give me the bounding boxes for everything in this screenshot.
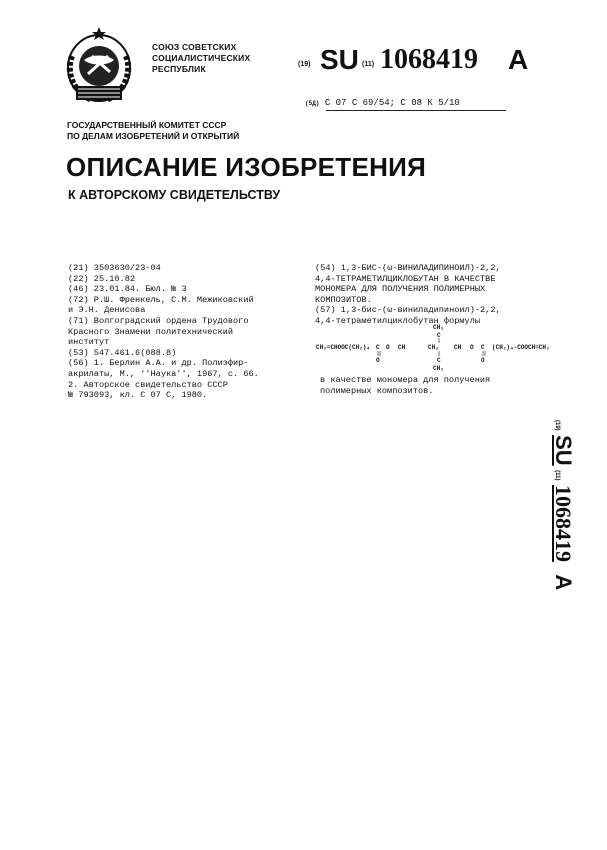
biblio-line: (46) 23.01.84. Бюл. № 3 bbox=[68, 284, 187, 295]
biblio-line: (56) 1. Берлин А.А. и др. Полиэфир- bbox=[68, 358, 249, 369]
ussr-emblem-icon bbox=[62, 26, 136, 106]
formula-ch3-top: CH₃ bbox=[433, 324, 444, 331]
ipc-classification bbox=[305, 98, 460, 108]
formula-c-bottom: C bbox=[437, 357, 441, 364]
biblio-line: и Э.Н. Денисова bbox=[68, 305, 146, 316]
formula-o2: O bbox=[470, 344, 474, 351]
formula-ch1: CH bbox=[398, 344, 406, 351]
formula-c-top: C bbox=[437, 332, 441, 339]
claim-line: КОМПОЗИТОВ. bbox=[315, 294, 372, 305]
claim-line: 4,4-ТЕТРАМЕТИЛЦИКЛОБУТАН В КАЧЕСТВЕ bbox=[315, 273, 496, 284]
formula-o1: O bbox=[386, 344, 390, 351]
country-code: SU bbox=[320, 44, 359, 75]
ipc-code: (5Д) bbox=[305, 100, 320, 107]
union-line-1: СОЮЗ СОВЕТСКИХ bbox=[152, 42, 237, 52]
formula-c1: C bbox=[376, 344, 380, 351]
biblio-line: (21) 3503630/23-04 bbox=[68, 263, 161, 273]
claim-line: полимерных композитов. bbox=[320, 385, 434, 396]
biblio-line: институт bbox=[68, 337, 110, 348]
biblio-line: Красного Знамени политехнический bbox=[68, 326, 234, 337]
union-name bbox=[152, 42, 250, 75]
formula-c2: C bbox=[481, 344, 485, 351]
biblio-line: акрилаты, М., ''Наука'', 1967, с. 66. bbox=[68, 368, 259, 379]
union-line-2: СОЦИАЛИСТИЧЕСКИХ bbox=[152, 53, 251, 63]
formula-ch2-ring: CH₂ bbox=[428, 344, 439, 351]
bibliographic-data bbox=[68, 263, 298, 401]
formula-left-group: CH₂=CHOOC(CH₂)₄ bbox=[316, 344, 371, 351]
formula-right-group: (CH₂)₄-COOCH=CH₂ bbox=[492, 344, 550, 351]
committee bbox=[67, 120, 239, 142]
biblio-line: (72) Р.Ш. Френкель, С.М. Межиковский bbox=[68, 294, 254, 305]
union-line-3: РЕСПУБЛИК bbox=[152, 64, 206, 74]
code-11: (11) bbox=[362, 61, 375, 68]
biblio-line: (22) 25.10.82 bbox=[68, 273, 136, 284]
invention-claim bbox=[315, 263, 555, 327]
claim-line: МОНОМЕРА ДЛЯ ПОЛУЧЕНИЯ ПОЛИМЕРНЫХ bbox=[315, 284, 486, 295]
document-subtitle: К АВТОРСКОМУ СВИДЕТЕЛЬСТВУ bbox=[68, 188, 281, 202]
chemical-formula bbox=[316, 323, 556, 371]
ipc-underline bbox=[326, 110, 506, 111]
formula-o-under-2: O bbox=[481, 357, 485, 364]
biblio-line: 2. Авторское свидетельство СССР bbox=[68, 379, 228, 390]
biblio-line: № 793093, кл. С 07 С, 1980. bbox=[68, 390, 208, 401]
claim-line: 4,4-тетраметилциклобутан формулы bbox=[315, 315, 481, 326]
vertical-code-19: (19) bbox=[554, 420, 560, 431]
committee-line-1: ГОСУДАРСТВЕННЫЙ КОМИТЕТ СССР bbox=[67, 120, 227, 130]
biblio-line: (71) Волгоградский ордена Трудового bbox=[68, 315, 249, 326]
claim-continuation bbox=[320, 375, 490, 396]
patent-kind: A bbox=[508, 44, 529, 75]
document-title: ОПИСАНИЕ ИЗОБРЕТЕНИЯ bbox=[66, 152, 427, 182]
vertical-code-11: (11) bbox=[554, 470, 560, 481]
vertical-kind: A bbox=[551, 574, 576, 591]
claim-line: в качестве мономера для получения bbox=[320, 375, 491, 385]
claim-line: (54) 1,3-БИС-(ω-ВИНИЛАДИПИНОИЛ)-2,2, bbox=[315, 263, 501, 273]
vertical-number: 1068419 bbox=[551, 484, 576, 562]
claim-line: (57) 1,3-бис-(ω-виниладипиноил)-2,2, bbox=[315, 305, 501, 316]
committee-line-2: ПО ДЕЛАМ ИЗОБРЕТЕНИЙ И ОТКРЫТИЙ bbox=[67, 131, 240, 141]
vertical-country: SU bbox=[551, 435, 576, 466]
biblio-line: (53) 547.461.6(088.8) bbox=[68, 347, 177, 358]
formula-ch3-bottom: CH₃ bbox=[433, 365, 444, 372]
formula-o-under-1: O bbox=[376, 357, 380, 364]
patent-number: 1068419 bbox=[380, 44, 478, 75]
vertical-patent-number bbox=[520, 420, 590, 680]
code-19: (19) bbox=[298, 61, 311, 68]
ipc-text: С 07 С 69/54; С 08 К 5/10 bbox=[324, 98, 460, 108]
formula-ch2-ring2: CH bbox=[454, 344, 462, 351]
